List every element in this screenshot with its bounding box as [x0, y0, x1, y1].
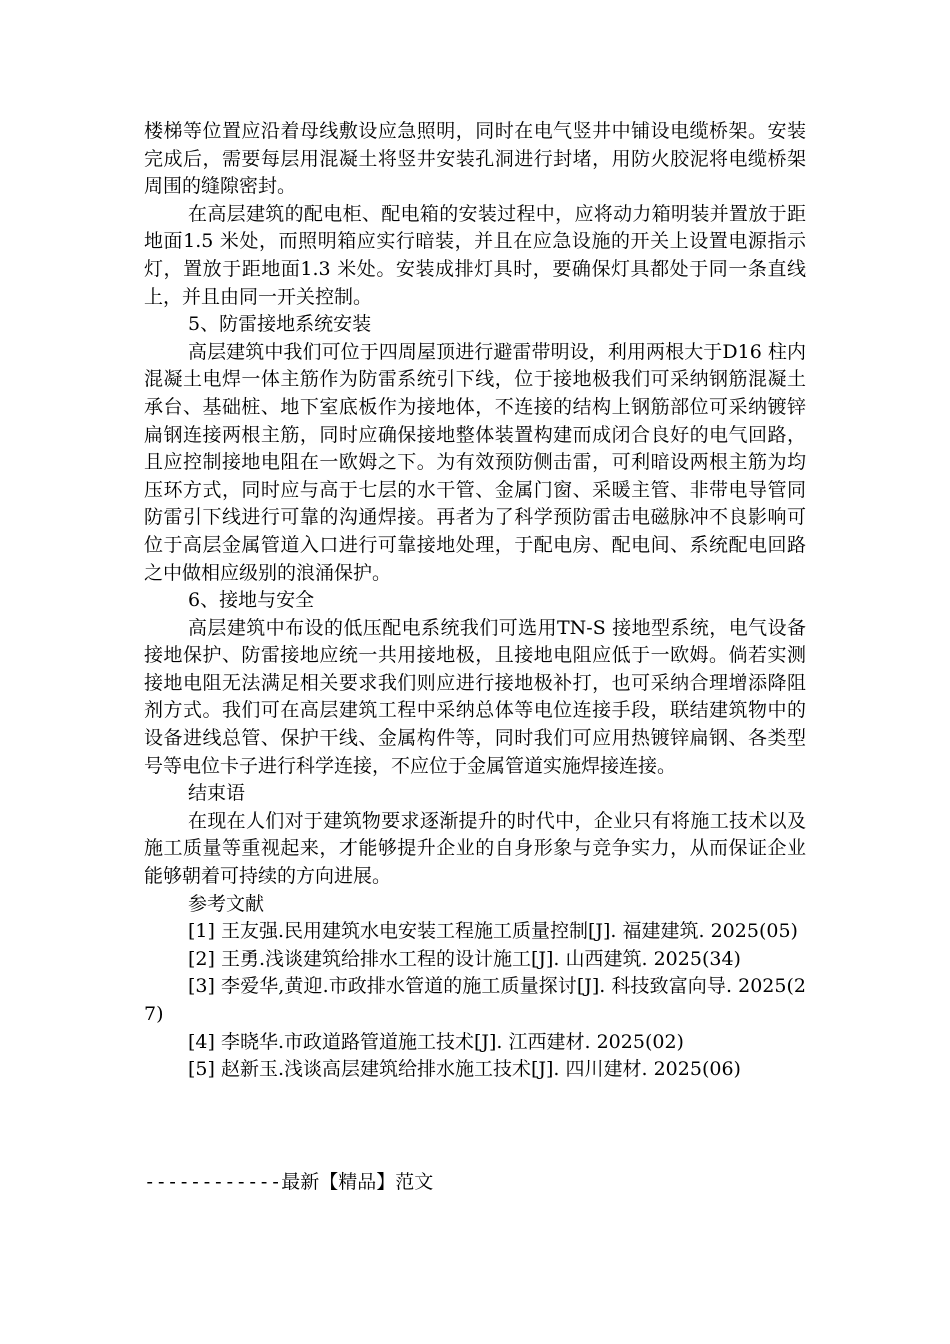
section-heading-conclusion: 结束语 [188, 782, 246, 805]
paragraph-grounding-safety: 高层建筑中布设的低压配电系统我们可选用TN-S 接地型系统，电气设备接地保护、防雷接地应统一共用接地极，且接地电阻应低于一欧姆。倘若实测接地电阻无法满足相关要求我们则应进行接地极补打，也可采纳合理增添降阻剂方式。我们可在高层建筑工程中采纳总体等电位连接手段，联结建筑物中的设备进线总管、保护干线、金属构件等，同时我们可应用热镀锌扁钢、各类型号等电位卡子进行科学连接，不应位于金属管道实施焊接连接。 [144, 616, 806, 777]
section-heading-lightning-protection: 5、防雷接地系统安装 [188, 313, 372, 336]
reference-item-2: [2] 王勇.浅谈建筑给排水工程的设计施工[J]. 山西建筑. 2025(34) [188, 947, 741, 970]
document-body [144, 118, 806, 1084]
reference-item-4: [4] 李晓华.市政道路管道施工技术[J]. 江西建材. 2025(02) [188, 1030, 684, 1053]
section-heading-references: 参考文献 [188, 892, 265, 915]
paragraph-lightning-protection: 高层建筑中我们可位于四周屋顶进行避雷带明设，利用两根大于D16 柱内混凝土电焊一体主筋作为防雷系统引下线，位于接地极我们可采纳钢筋混凝土承台、基础桩、地下室底板作为接地体，不连接的结构上钢筋部位可采纳镀锌扁钢连接两根主筋，同时应确保接地整体装置构建而成闭合良好的电气回路，且应控制接地电阻在一欧姆之下。为有效预防侧击雷，可利暗设两根主筋为均压环方式，同时应与高于七层的水干管、金属门窗、采暖主管、非带电导管同防雷引下线进行可靠的沟通焊接。再者为了科学预防雷击电磁脉冲不良影响可位于高层金属管道入口进行可靠接地处理，于配电房、配电间、系统配电回路之中做相应级别的浪涌保护。 [144, 340, 806, 584]
reference-item-3: [3] 李爱华,黄迎.市政排水管道的施工质量探讨[J]. 科技致富向导. 2025(27) [144, 975, 806, 1025]
paragraph-conclusion: 在现在人们对于建筑物要求逐渐提升的时代中，企业只有将施工技术以及施工质量等重视起来，才能够提升企业的自身形象与竞争实力，从而保证企业能够朝着可持续的方向进展。 [144, 809, 806, 888]
paragraph-distribution-box: 在高层建筑的配电柜、配电箱的安装过程中，应将动力箱明装并置放于距地面1.5 米处，而照明箱应实行暗装，并且在应急设施的开关上设置电源指示灯，置放于距地面1.3 米处。安装成排灯具时，要确保灯具都处于同一条直线上，并且由同一开关控制。 [144, 202, 806, 308]
reference-item-1: [1] 王友强.民用建筑水电安装工程施工质量控制[J]. 福建建筑. 2025(05) [188, 920, 798, 943]
section-heading-grounding-safety: 6、接地与安全 [188, 589, 315, 612]
page-footer: ------------最新【精品】范文 [144, 1171, 434, 1193]
reference-item-5: [5] 赵新玉.浅谈高层建筑给排水施工技术[J]. 四川建材. 2025(06) [188, 1058, 741, 1081]
paragraph-emergency-lighting: 楼梯等位置应沿着母线敷设应急照明，同时在电气竖井中铺设电缆桥架。安装完成后，需要每层用混凝土将竖井安装孔洞进行封堵，用防火胶泥将电缆桥架周围的缝隙密封。 [144, 120, 806, 198]
